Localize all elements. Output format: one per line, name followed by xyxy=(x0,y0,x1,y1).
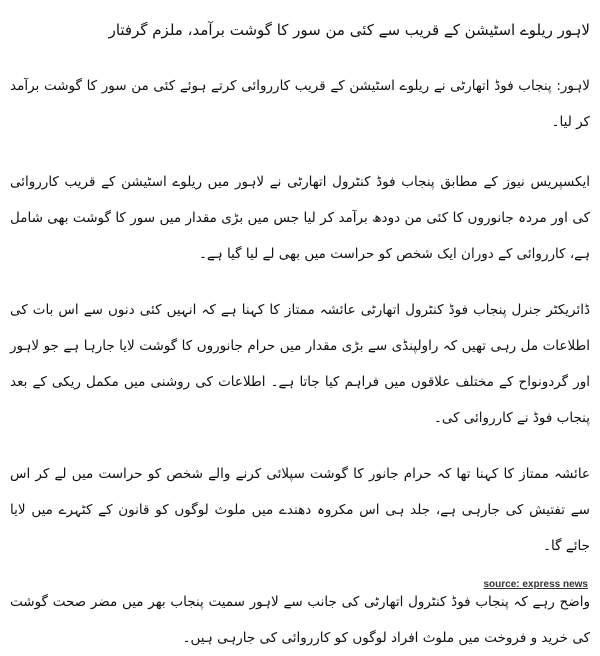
article-source: source: express news xyxy=(483,579,588,590)
article-paragraph-2: ایکسپریس نیوز کے مطابق پنجاب فوڈ کنٹرول اتھارٹی نے لاہور میں ریلوے اسٹیشن کے قریب کارروائی کی اور مردہ جانوروں کا کئی من دودھ برآمد کر لیا جس میں بڑی مقدار میں سور کا گوشت بھی شامل ہے، کارروائی کے دوران ایک شخص کو حراست میں بھی لے لیا گیا ہے۔ xyxy=(10,174,590,262)
article-paragraph-3: ڈائریکٹر جنرل پنجاب فوڈ کنٹرول اتھارٹی عائشہ ممتاز کا کہنا ہے کہ انہیں کئی دنوں سے اس بات کی اطلاعات مل رہی تھیں کہ راولپنڈی سے بڑی مقدار میں حرام جانوروں کا گوشت لایا جارہا ہے جو لاہور اور گردونواح کے مختلف علاقوں میں فراہم کیا جاتا ہے۔ اطلاعات کی روشنی میں مکمل ریکی کے بعد پنجاب فوڈ نے کارروائی کی۔ xyxy=(10,302,590,426)
article-headline: لاہور ریلوے اسٹیشن کے قریب سے کئی من سور کا گوشت برآمد، ملزم گرفتار xyxy=(108,21,590,39)
article-paragraph-1: لاہور: پنجاب فوڈ اتھارٹی نے ریلوے اسٹیشن کے قریب کارروائی کرتے ہوئے کئی من سور کا گوشت برآمد کر لیا۔ xyxy=(10,78,590,130)
article-paragraph-4: عائشہ ممتاز کا کہنا تھا کہ حرام جانور کا گوشت سپلائی کرنے والے شخص کو حراست میں لے کر اس سے تفتیش کی جارہی ہے، جلد ہی اس مکروہ دھندے میں ملوث لوگوں کو قانون کے کٹہرے میں لایا جائے گا۔ xyxy=(10,466,590,554)
article-paragraph-5: واضح رہے کہ پنجاب فوڈ کنٹرول اتھارٹی کی جانب سے لاہور سمیت پنجاب بھر میں مضر صحت گوشت کی خرید و فروخت میں ملوث افراد لوگوں کو کارروائی کی جارہی ہیں۔ xyxy=(10,594,590,646)
